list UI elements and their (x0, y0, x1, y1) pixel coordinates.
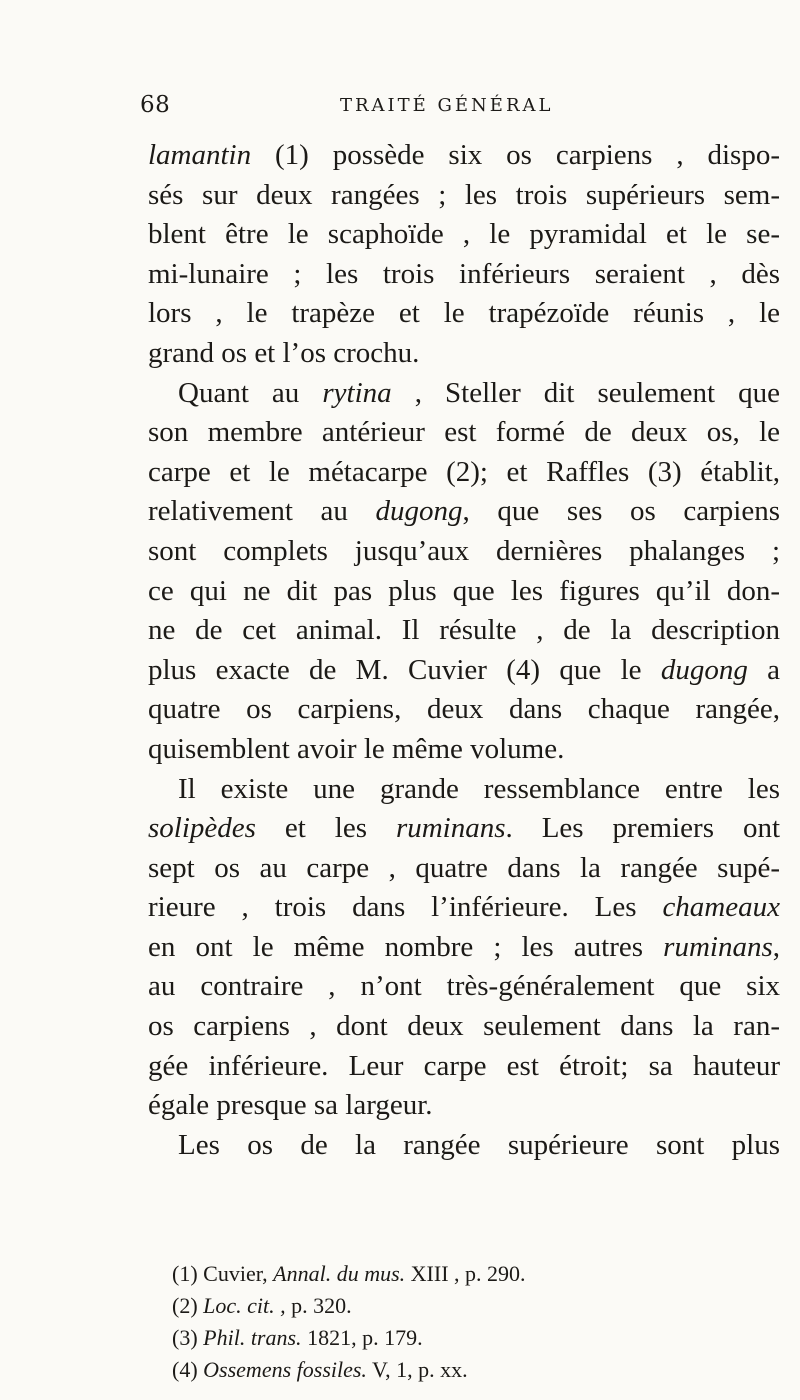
text-run: égale presque sa largeur. (148, 1089, 433, 1122)
text-run: grand os et l’os crochu. (148, 336, 420, 369)
italic-text: ruminans (395, 812, 506, 845)
text-line (148, 730, 780, 770)
text-run: au contraire , n’ont très-généralement que six (148, 970, 780, 1003)
italic-text: solipèdes (148, 812, 256, 845)
italic-text: dugong (660, 653, 748, 686)
text-line (148, 611, 780, 651)
text-line (148, 770, 780, 810)
text-run: plus exacte de M. Cuvier (4) que le (148, 653, 661, 686)
text-line (148, 572, 780, 612)
text-run: blent être le scaphoïde , le pyramidal et le se- (148, 218, 780, 251)
text-run: en ont le même nombre ; les autres (148, 930, 664, 963)
running-title: TRAITÉ GÉNÉRAL (340, 95, 554, 116)
text-run: (4) (172, 1357, 204, 1382)
text-line (148, 928, 780, 968)
text-run: (1) possède six os carpiens , dispo- (251, 139, 780, 171)
text-run: et les (255, 812, 396, 845)
text-run: Les os de la rangée supérieure sont plus (178, 1128, 780, 1161)
text-line (148, 1007, 780, 1047)
text-run: os carpiens , dont deux seulement dans la ran- (148, 1010, 780, 1043)
text-line (148, 888, 780, 928)
text-run: XIII , p. 290. (405, 1261, 526, 1286)
text-run: quisemblent avoir le même volume. (148, 732, 565, 765)
italic-text: lamantin (148, 139, 252, 171)
text-run: ce qui ne dit pas plus que les figures qu’il don- (148, 574, 780, 607)
italic-text: Loc. cit. , (203, 1293, 286, 1318)
text-run: son membre antérieur est formé de deux os, le (148, 416, 780, 449)
italic-text: chameaux (662, 891, 780, 924)
italic-text: ruminans (663, 930, 773, 963)
text-run: sés sur deux rangées ; les trois supérieurs sem- (148, 178, 780, 211)
text-line (148, 413, 780, 453)
text-line (148, 492, 780, 532)
text-run: gée inférieure. Leur carpe est étroit; sa hauteur (148, 1049, 780, 1082)
italic-text: Phil. trans. (203, 1325, 302, 1350)
text-run: V, 1, p. xx. (366, 1357, 468, 1382)
text-line (148, 849, 780, 889)
text-run: (1) Cuvier, (172, 1261, 274, 1286)
text-line (148, 690, 780, 730)
italic-text: Annal. du mus. (273, 1261, 406, 1286)
text-line (148, 294, 780, 334)
text-line (148, 809, 780, 849)
text-line (148, 255, 780, 295)
footnote (172, 1258, 772, 1290)
running-head (140, 92, 780, 122)
text-run: Quant au (178, 376, 323, 409)
text-run: . Les premiers ont (505, 812, 780, 845)
footnote (172, 1354, 772, 1386)
text-run: ne de cet animal. Il résulte , de la description (148, 614, 780, 647)
text-run: (2) (172, 1293, 204, 1318)
text-line (148, 176, 780, 216)
text-line (148, 967, 780, 1007)
page-number: 68 (140, 92, 171, 118)
text-run: relativement au (148, 495, 376, 528)
footnote (172, 1290, 772, 1322)
text-run: sont complets jusqu’aux dernières phalanges ; (148, 534, 780, 567)
text-line (148, 334, 780, 374)
text-line (148, 1126, 780, 1166)
text-run: , (772, 930, 780, 963)
italic-text: rytina (322, 376, 392, 409)
body-text (148, 136, 780, 1165)
text-run: p. 320. (285, 1293, 352, 1318)
text-run: , que ses os carpiens (462, 495, 780, 528)
italic-text: dugong (375, 495, 463, 528)
text-run: 1821, p. 179. (301, 1325, 423, 1350)
text-line (148, 453, 780, 493)
italic-text: Ossemens fossiles. (203, 1357, 367, 1382)
footnote (172, 1322, 772, 1354)
text-run: quatre os carpiens, deux dans chaque rangée, (148, 693, 780, 726)
text-line (148, 1086, 780, 1126)
text-line (148, 215, 780, 255)
text-line (148, 532, 780, 572)
text-run: (3) (172, 1325, 204, 1350)
text-run: Il existe une grande ressemblance entre les (178, 772, 780, 805)
text-run: sept os au carpe , quatre dans la rangée supé- (148, 851, 780, 884)
footnotes (172, 1258, 772, 1386)
text-line (148, 374, 780, 414)
text-run: carpe et le métacarpe (2); et Raffles (3) établit, (148, 455, 780, 488)
text-run: mi-lunaire ; les trois inférieurs seraient , dès (148, 257, 780, 290)
text-run: lors , le trapèze et le trapézoïde réunis , le (148, 297, 780, 330)
text-run: rieure , trois dans l’inférieure. Les (148, 891, 663, 924)
text-line (148, 1047, 780, 1087)
text-line (148, 136, 780, 176)
text-run: , Steller dit seulement que (391, 376, 780, 409)
text-line (148, 651, 780, 691)
text-run: a (747, 653, 780, 686)
